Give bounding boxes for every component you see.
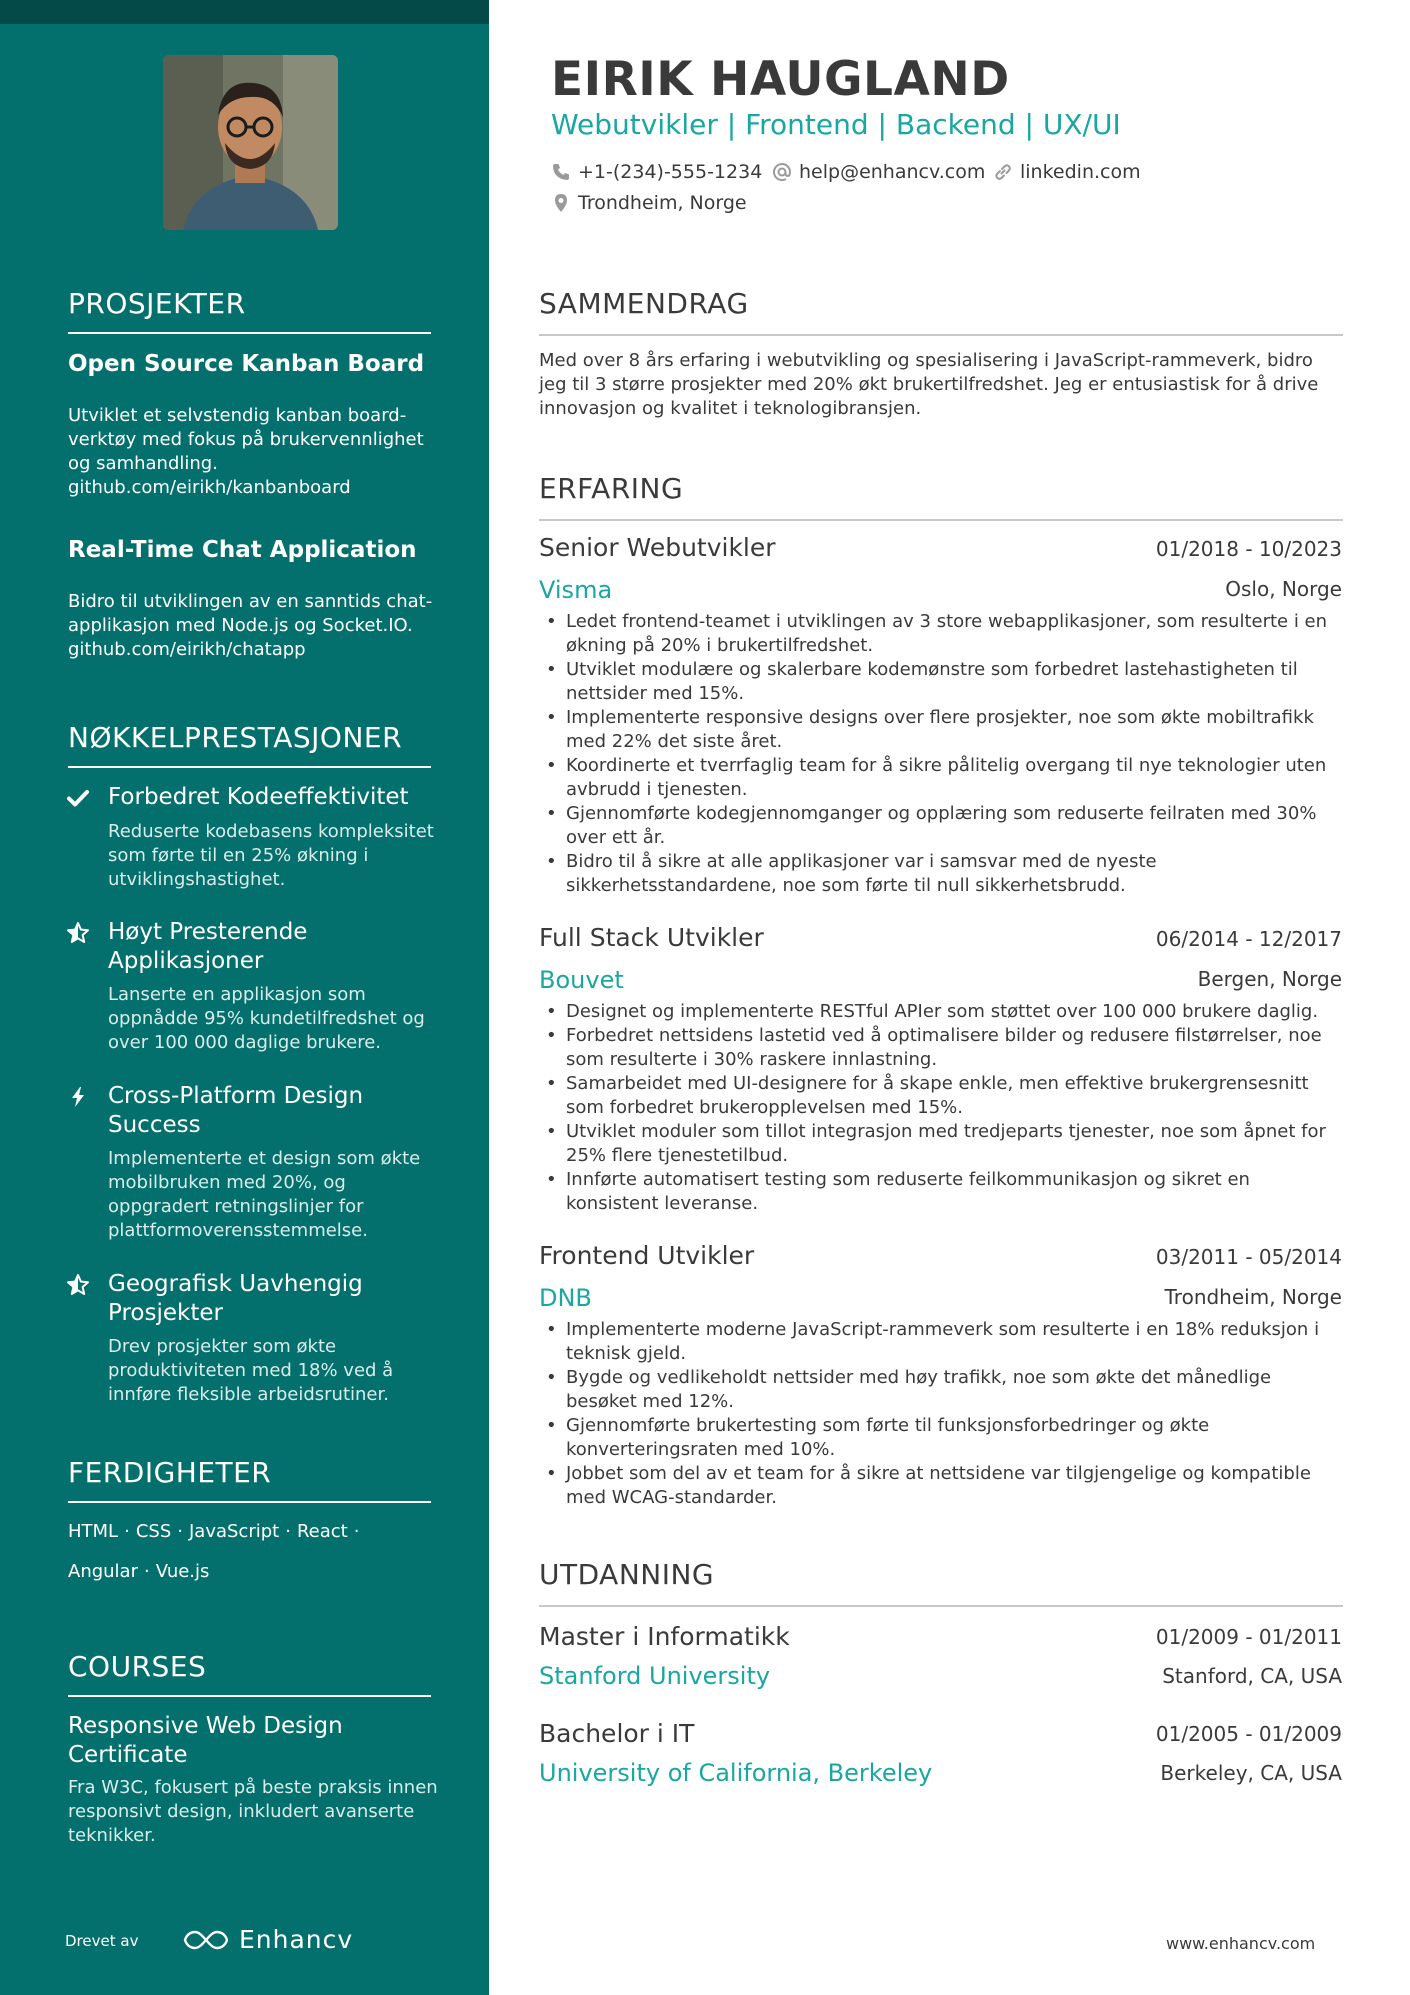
school-location: Stanford, CA, USA <box>1162 1664 1342 1688</box>
achievement-title: Høyt Presterende Applikasjoner <box>108 919 308 974</box>
list-item: • Forbedret nettsidens lastetid ved å optimalisere bilder og redusere filstørrelser, noe som resulterte i 30% raskere innlastning. <box>540 1024 1343 1072</box>
job-company: Bouvet <box>539 966 624 994</box>
star-half-icon <box>66 921 92 947</box>
course-description: Fra W3C, fokusert på beste praksis innen responsivt design, inkludert avanserte teknikker. <box>68 1777 438 1846</box>
job-bullets <box>540 1318 1343 1510</box>
infinity-icon <box>183 1928 229 1952</box>
course-title: Responsive Web Design Certificate <box>68 1713 343 1768</box>
experience-heading: ERFARING <box>539 472 1343 521</box>
project-title: Open Source Kanban Board <box>68 351 425 377</box>
list-item: • Samarbeidet med UI-designere for å skape enkle, men effektive brukergrensesnitt som forbedret brukeropplevelsen med 15%. <box>540 1072 1343 1120</box>
sidebar-top-bar <box>0 0 489 24</box>
achievements-heading: NØKKELPRESTASJONER <box>68 721 431 768</box>
contact-linkedin[interactable] <box>993 161 1141 183</box>
job-bullets <box>540 1000 1343 1216</box>
job-bullets <box>540 610 1343 898</box>
list-item: • Gjennomførte kodegjennomganger og opplæring som reduserte feilraten med 30% over ett år. <box>540 802 1343 850</box>
summary-heading: SAMMENDRAG <box>539 287 1343 336</box>
school-location: Berkeley, CA, USA <box>1160 1761 1342 1785</box>
location-pin-icon <box>551 193 571 213</box>
list-item: • Bygde og vedlikeholdt nettsider med høy trafikk, noe som økte det månedlige besøket med 12%. <box>540 1366 1343 1414</box>
candidate-headline: Webutvikler | Frontend | Backend | UX/UI <box>551 108 1121 141</box>
skill-tag: Angular <box>68 1561 138 1582</box>
projects-heading: PROSJEKTER <box>68 287 431 334</box>
skills-list: HTML · CSS · JavaScript · React · Angular · Vue.js <box>68 1521 360 1582</box>
footer-url[interactable]: www.enhancv.com <box>1166 1934 1316 1953</box>
school-name: Stanford University <box>539 1662 771 1690</box>
list-item: • Utviklet moduler som tillot integrasjon med tredjeparts tjenester, noe som åpnet for 25% flere tjenestetilbud. <box>540 1120 1343 1168</box>
list-item: • Jobbet som del av et team for å sikre at nettsidene var tilgjengelige og kompatible med WCAG-standarder. <box>540 1462 1343 1510</box>
contact-location <box>551 192 747 214</box>
email-link[interactable]: help@enhancv.com <box>799 161 986 183</box>
achievement-title: Cross-Platform Design Success <box>108 1083 364 1138</box>
phone-text: +1-(234)-555-1234 <box>578 161 763 183</box>
job-location: Bergen, Norge <box>1197 967 1342 991</box>
achievement-description: Reduserte kodebasens kompleksitet som førte til en 25% økning i utviklingshastighet. <box>108 821 434 890</box>
education-dates: 01/2005 - 01/2009 <box>1155 1722 1342 1746</box>
list-item: • Koordinerte et tverrfaglig team for å sikre pålitelig overgang til nye teknologier uten avbrudd i tjenesten. <box>540 754 1343 802</box>
job-dates: 03/2011 - 05/2014 <box>1155 1245 1342 1269</box>
achievement-description: Drev prosjekter som økte produktiviteten med 18% ved å innføre fleksible arbeidsrutiner. <box>108 1336 394 1405</box>
list-item: • Utviklet modulære og skalerbare kodemønstre som forbedret lastehastigheten til nettsider med 15%. <box>540 658 1343 706</box>
powered-by-label: Drevet av <box>65 1932 139 1950</box>
education-dates: 01/2009 - 01/2011 <box>1155 1625 1342 1649</box>
bolt-icon <box>66 1085 92 1111</box>
contact-email[interactable] <box>772 161 985 183</box>
skill-tag: CSS <box>135 1521 172 1542</box>
achievement-description: Lanserte en applikasjon som oppnådde 95% kundetilfredshet og over 100 000 daglige brukere. <box>108 984 425 1053</box>
education-heading: UTDANNING <box>539 1558 1343 1607</box>
list-item: • Designet og implementerte RESTful APIer som støttet over 100 000 brukere daglig. <box>540 1000 1343 1024</box>
check-icon <box>66 786 92 812</box>
summary-text: Med over 8 års erfaring i webutvikling og spesialisering i JavaScript-rammeverk, bidro jeg til 3 større prosjekter med 20% økt brukertilfredshet. Jeg er entusiastisk for å drive innovasjon og kvalitet i teknologibransjen. <box>539 350 1319 419</box>
project-title: Real-Time Chat Application <box>68 537 417 563</box>
project-description: Utviklet et selvstendig kanban board-verktøy med fokus på brukervennlighet og samhandling. github.com/eirikh/kanbanboard <box>68 405 424 498</box>
skill-tag: JavaScript <box>188 1521 280 1542</box>
candidate-name: EIRIK HAUGLAND <box>551 52 1010 107</box>
list-item: • Gjennomførte brukertesting som førte til funksjonsforbedringer og økte konverteringsraten med 10%. <box>540 1414 1343 1462</box>
brand-logo <box>183 1925 353 1954</box>
job-title: Senior Webutvikler <box>539 533 776 562</box>
achievement-description: Implementerte et design som økte mobilbruken med 20%, og oppgradert retningslinjer for plattformoverensstemmelse. <box>108 1148 421 1241</box>
sidebar <box>0 0 489 1995</box>
phone-icon <box>551 162 571 182</box>
job-dates: 01/2018 - 10/2023 <box>1155 537 1342 561</box>
courses-heading: COURSES <box>68 1650 431 1697</box>
list-item: • Bidro til å sikre at alle applikasjoner var i samsvar med de nyeste sikkerhetsstandardene, noe som førte til null sikkerhetsbrudd. <box>540 850 1343 898</box>
achievement-title: Geografisk Uavhengig Prosjekter <box>108 1271 363 1326</box>
location-text: Trondheim, Norge <box>578 192 747 214</box>
job-location: Trondheim, Norge <box>1164 1285 1342 1309</box>
skill-tag: Vue.js <box>155 1561 210 1582</box>
degree-title: Master i Informatikk <box>539 1622 790 1651</box>
job-dates: 06/2014 - 12/2017 <box>1155 927 1342 951</box>
link-icon <box>993 162 1013 182</box>
skills-heading: FERDIGHETER <box>68 1456 431 1503</box>
contact-phone <box>551 161 762 183</box>
list-item: • Implementerte moderne JavaScript-rammeverk som resulterte i en 18% reduksjon i teknisk gjeld. <box>540 1318 1343 1366</box>
school-name: University of California, Berkeley <box>539 1759 933 1787</box>
skill-tag: HTML <box>68 1521 119 1542</box>
job-location: Oslo, Norge <box>1225 577 1342 601</box>
job-title: Full Stack Utvikler <box>539 923 764 952</box>
achievement-title: Forbedret Kodeeffektivitet <box>108 784 409 810</box>
project-description: Bidro til utviklingen av en sanntids chat-applikasjon med Node.js og Socket.IO. github.com/eirikh/chatapp <box>68 591 433 660</box>
skill-tag: React <box>296 1521 348 1542</box>
degree-title: Bachelor i IT <box>539 1719 695 1748</box>
list-item: • Ledet frontend-teamet i utviklingen av 3 store webapplikasjoner, som resulterte i en økning på 20% i brukertilfredshet. <box>540 610 1343 658</box>
job-title: Frontend Utvikler <box>539 1241 755 1270</box>
at-icon <box>772 162 792 182</box>
list-item: • Implementerte responsive designs over flere prosjekter, noe som økte mobiltrafikk med 22% det siste året. <box>540 706 1343 754</box>
job-company: Visma <box>539 576 613 604</box>
job-company: DNB <box>539 1284 592 1312</box>
list-item: • Innførte automatisert testing som reduserte feilkommunikasjon og sikret en konsistent leveranse. <box>540 1168 1343 1216</box>
brand-name: Enhancv <box>239 1925 354 1954</box>
linkedin-link[interactable]: linkedin.com <box>1020 161 1141 183</box>
star-half-icon <box>66 1273 92 1299</box>
profile-photo <box>163 55 338 230</box>
